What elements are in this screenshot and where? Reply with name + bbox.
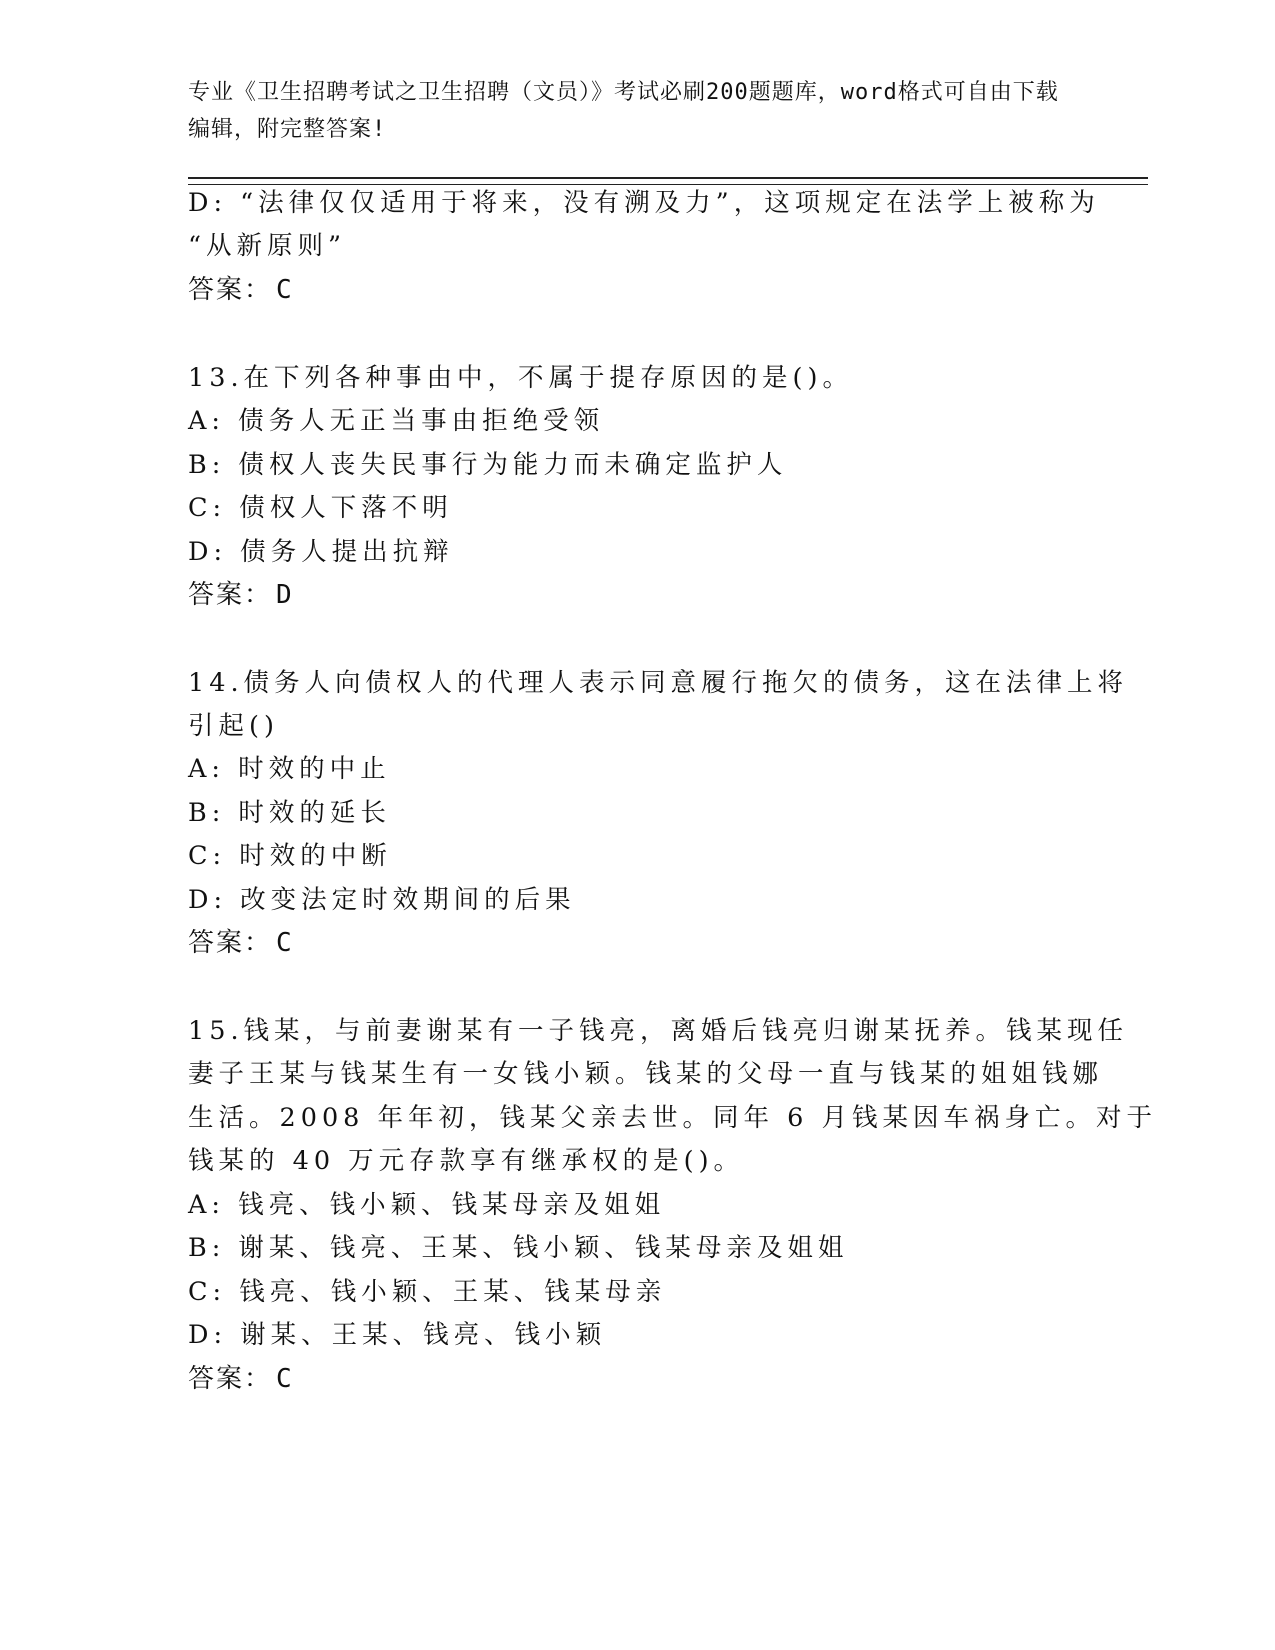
q14-answer [188,928,294,958]
q13-option-d: D: 债务人提出抗辩 [188,537,454,567]
prev-option-d-line2: “从新原则” [188,231,347,261]
prev-answer [188,275,294,305]
q13-option-c: C: 债权人下落不明 [188,493,453,523]
q15-stem-line2: 妻子王某与钱某生有一女钱小颖。钱某的父母一直与钱某的姐姐钱娜 [188,1059,1104,1089]
q13-stem: 13.在下列各种事由中，不属于提存原因的是()。 [188,363,853,393]
q14-stem-line1: 14.债务人向债权人的代理人表示同意履行拖欠的债务，这在法律上将 [188,668,1129,698]
q14-option-d: D: 改变法定时效期间的后果 [188,885,576,915]
answer-label: 答案： [188,1364,273,1394]
q14-stem-line2: 引起() [188,711,279,741]
q13-answer [188,580,294,610]
q13-option-b: B: 债权人丧失民事行为能力而未确定监护人 [188,450,788,480]
q15-option-d: D: 谢某、王某、钱亮、钱小颖 [188,1320,607,1350]
q15-option-b: B: 谢某、钱亮、王某、钱小颖、钱某母亲及姐姐 [188,1233,849,1263]
q13-option-a: A: 债务人无正当事由拒绝受领 [188,406,605,436]
q15-answer [188,1364,294,1394]
q15-stem-line4: 钱某的 40 万元存款享有继承权的是()。 [188,1146,745,1176]
q14-option-b: B: 时效的延长 [188,798,391,828]
answer-value: C [276,928,294,958]
q15-stem-line1: 15.钱某，与前妻谢某有一子钱亮，离婚后钱亮归谢某抚养。钱某现任 [188,1016,1129,1046]
q15-option-c: C: 钱亮、钱小颖、王某、钱某母亲 [188,1277,667,1307]
answer-label: 答案： [188,580,273,610]
q14-option-c: C: 时效的中断 [188,841,392,871]
q14-option-a: A: 时效的中止 [188,754,391,784]
q15-option-a: A: 钱亮、钱小颖、钱某母亲及姐姐 [188,1190,666,1220]
q15-stem-line3: 生活。2008 年年初，钱某父亲去世。同年 6 月钱某因车祸身亡。对于 [188,1103,1157,1133]
answer-value: C [276,275,294,305]
answer-label: 答案： [188,928,273,958]
answer-value: C [276,1364,294,1394]
answer-label: 答案： [188,275,273,305]
header-divider-thick [188,177,1148,179]
document-header: 专业《卫生招聘考试之卫生招聘（文员）》考试必刷200题题库，word格式可自由下载编辑，附完整答案! [188,80,1059,142]
prev-option-d-line1: D: “法律仅仅适用于将来，没有溯及力”，这项规定在法学上被称为 [188,188,1100,218]
header-divider-thin [188,184,1148,185]
answer-value: D [276,580,294,610]
